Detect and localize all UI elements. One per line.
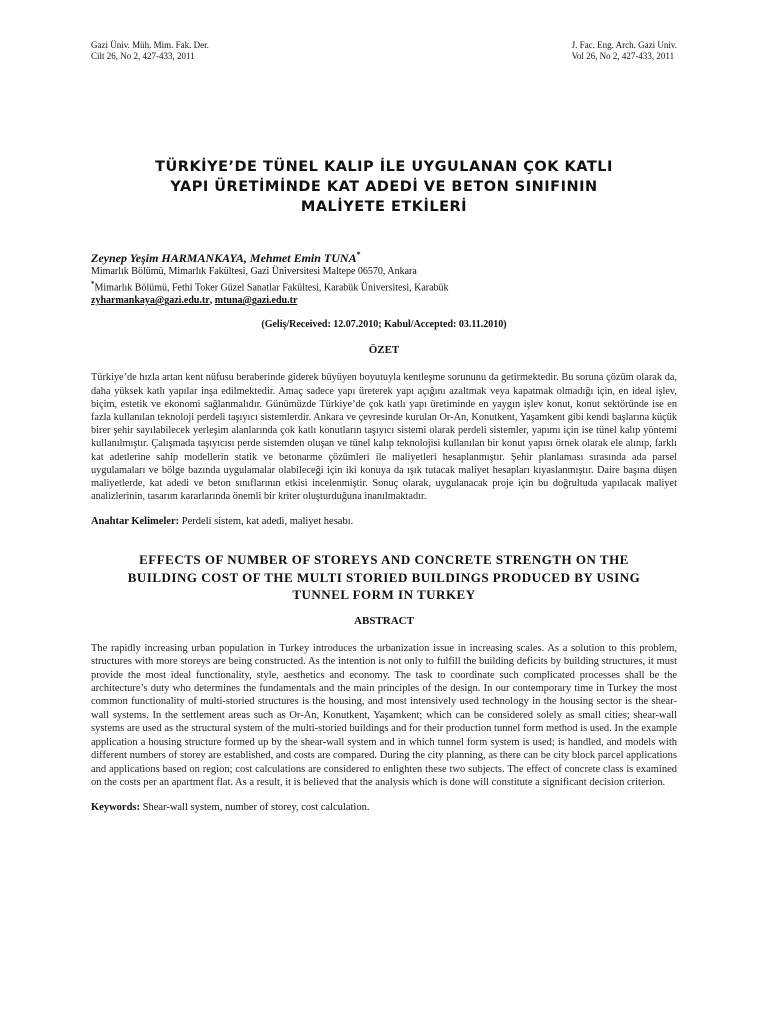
author-names: Zeynep Yeşim HARMANKAYA, Mehmet Emin TUNA bbox=[91, 251, 357, 265]
volume-en: Vol 26, No 2, 427-433, 2011 bbox=[571, 51, 675, 61]
journal-name-en: J. Fac. Eng. Arch. Gazi Univ. bbox=[571, 40, 677, 50]
title-en-line: TUNNEL FORM IN TURKEY bbox=[292, 587, 476, 603]
abstract-heading: ABSTRACT bbox=[354, 614, 414, 627]
abstract-text: The rapidly increasing urban population in Turkey introduces the urbanization issue in increasing scales. As a solution to this problem, structures with more storeys are being constructed. As the intention is not only to fulfill the building deficits by building structures, it must provide the most ideal functionality, style, aesthetics and economy. The task to coordinate such complicated processes shall be the architecture’s duty who determines the fundamentals and the main principles of the design. In our contemporary time in Turkey the most common functionality of multi-storied structures is the housing, and most intensively used technology in the housing sector is the shear-wall systems. In the settlement areas such as Or-An, Konutkent, Yaşamkent; which can be considered solely as small cities; shear-wall systems are used as the structural system of the multi-storied buildings and for their production tunnel form method is used. In the example application a housing structure formed up by the shear-wall system and in which tunnel form system is used; is handled, and models with different numbers of storey are established, and costs are compared. During the city planning, as there can be city block parcel applications and applications based on region; cost calculations are considered to enlighten these two subjects. The effect of concrete class is examined on the costs per an apartment flat. As a result, it is believed that the analysis which is done will constitute a significant decision criterion. bbox=[91, 642, 677, 788]
keywords-en-text: Shear-wall system, number of storey, cost calculation. bbox=[140, 802, 370, 814]
affiliation-mark: * bbox=[91, 280, 95, 288]
affiliation-2-text: Mimarlık Bölümü, Fethi Toker Güzel Sanatlar Fakültesi, Karabük Üniversitesi, Karabük bbox=[94, 282, 449, 294]
title-tr-line: MALİYETE ETKİLERİ bbox=[300, 199, 468, 215]
received-accepted-dates: (Geliş/Received: 12.07.2010; Kabul/Accepted: 03.11.2010) bbox=[261, 319, 507, 331]
title-turkish bbox=[91, 157, 677, 217]
affiliation-1: Mimarlık Bölümü, Mimarlık Fakültesi, Gazi Üniversitesi Maltepe 06570, Ankara bbox=[91, 266, 417, 277]
running-header bbox=[91, 40, 677, 62]
title-en-line: BUILDING COST OF THE MULTI STORIED BUILDINGS PRODUCED BY USING bbox=[127, 569, 641, 585]
title-tr-line: YAPI ÜRETİMİNDE KAT ADEDİ VE BETON SINIFININ bbox=[170, 179, 598, 195]
header-right bbox=[572, 40, 677, 62]
title-tr-line: TÜRKİYE’DE TÜNEL KALIP İLE UYGULANAN ÇOK KATLI bbox=[155, 159, 613, 175]
email-link-2[interactable]: mtuna@gazi.edu.tr bbox=[214, 295, 298, 307]
paper-page bbox=[91, 40, 677, 814]
email-separator: , bbox=[209, 295, 215, 307]
ozet-heading: ÖZET bbox=[368, 344, 400, 357]
email-link-1[interactable]: zyharmankaya@gazi.edu.tr bbox=[91, 295, 210, 307]
keywords-tr-text: Perdeli sistem, kat adedi, maliyet hesabı. bbox=[179, 516, 354, 528]
corresponding-mark: * bbox=[356, 250, 361, 259]
title-en-line: EFFECTS OF NUMBER OF STOREYS AND CONCRETE STRENGTH ON THE bbox=[139, 552, 629, 568]
ozet-text: Türkiye’de hızla artan kent nüfusu beraberinde giderek büyüyen boyutuyla kentleşme sorununu da getirmektedir. Bu soruna çözüm olarak da, daha yüksek katlı yapılar inşa edilmektedir. Amaç sadece yapı üreterek yapı açığını azaltmak veya kapatmak olmadığı için, en ideal işlev, biçim, estetik ve ekonomi sağlanmalıdır. Günümüzde Türkiye’de çok katlı yapı üretiminde en yaygın işlev konut, konut sektöründe ise en fazla kullanılan teknoloji perdeli taşıyıcı sistemlerdir. Ankara ve çevresinde kurulan Or-An, Konutkent, Yaşamkent gibi kendi başlarına küçük birer şehir sayılabilecek yerleşim alanlarında çok katlı konutların taşıyıcı sistemi olarak perdeli sistemler, yapımı için ise tünel kalıp yöntemi kullanılmıştır. Çalışmada taşıyıcısı perde sistemden oluşan ve tünel kalıp teknolojisi kullanılan bir konut yapısı örnek olarak ele alınıp, farklı kat adetlerine sahip modellerin statik ve betonarme çözümleri ile maliyetleri hesaplanmıştır. Şehir planlaması sırasında ada parsel uygulamaları ve bölge bazında uygulamalar olabileceği için iki konuya da ışık tutacak maliyet hesapları kıyaslanmıştır. Daire başına düşen maliyetlerde, kat adedi ve beton sınıflarının etkisi incelenmiştir. Sonuç olarak, uygulanacak proje için bu doğrultuda yapılacak maliyet analizlerinin, tasarım kararlarında önemli bir kriter oluşturduğuna inanılmaktadır. bbox=[91, 372, 677, 503]
author-emails bbox=[91, 294, 677, 307]
volume-tr: Cilt 26, No 2, 427-433, 2011 bbox=[91, 51, 195, 61]
keywords-tr-label: Anahtar Kelimeler: bbox=[91, 516, 180, 528]
affiliation-2 bbox=[91, 278, 677, 294]
title-english bbox=[91, 551, 677, 604]
keywords-tr bbox=[91, 515, 677, 528]
author-list bbox=[91, 248, 677, 265]
keywords-en bbox=[91, 801, 677, 814]
journal-name-tr: Gazi Üniv. Müh. Mim. Fak. Der. bbox=[91, 40, 209, 50]
keywords-en-label: Keywords: bbox=[91, 802, 140, 814]
header-left bbox=[91, 40, 209, 62]
